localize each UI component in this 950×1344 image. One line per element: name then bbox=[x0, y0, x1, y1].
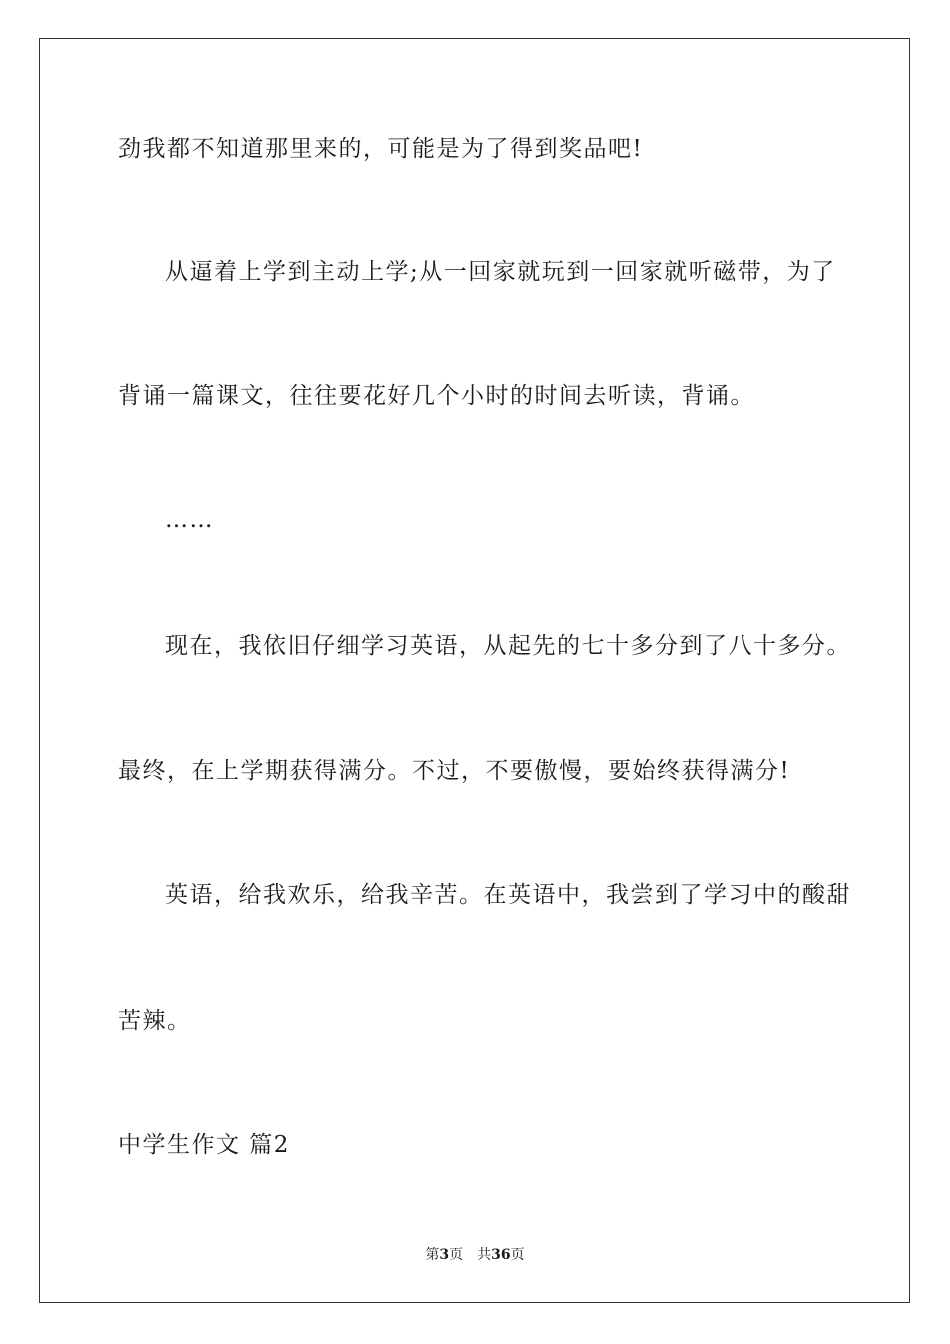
footer-total-prefix: 共 bbox=[477, 1247, 492, 1263]
page-frame bbox=[39, 38, 910, 1303]
footer-page-prefix: 第 bbox=[425, 1247, 440, 1263]
page-footer bbox=[0, 1245, 950, 1265]
body-line-2: 从逼着上学到主动上学;从一回家就玩到一回家就听磁带，为了 bbox=[165, 259, 836, 285]
section-heading: 中学生作文 篇2 bbox=[118, 1132, 290, 1158]
body-line-5: 最终，在上学期获得满分。不过，不要傲慢，要始终获得满分! bbox=[118, 758, 791, 784]
body-line-3: 背诵一篇课文，往往要花好几个小时的时间去听读，背诵。 bbox=[118, 383, 755, 409]
body-line-7: 苦辣。 bbox=[118, 1008, 192, 1034]
ellipsis-line: …… bbox=[165, 507, 214, 533]
footer-total-suffix: 页 bbox=[510, 1247, 525, 1263]
body-line-4: 现在，我依旧仔细学习英语，从起先的七十多分到了八十多分。 bbox=[165, 633, 851, 659]
body-line-1: 劲我都不知道那里来的，可能是为了得到奖品吧! bbox=[118, 136, 644, 162]
footer-page-number: 3 bbox=[439, 1247, 450, 1263]
footer-page-suffix: 页 bbox=[449, 1247, 464, 1263]
body-line-6: 英语，给我欢乐，给我辛苦。在英语中，我尝到了学习中的酸甜 bbox=[165, 882, 851, 908]
footer-total-pages: 36 bbox=[491, 1247, 511, 1263]
